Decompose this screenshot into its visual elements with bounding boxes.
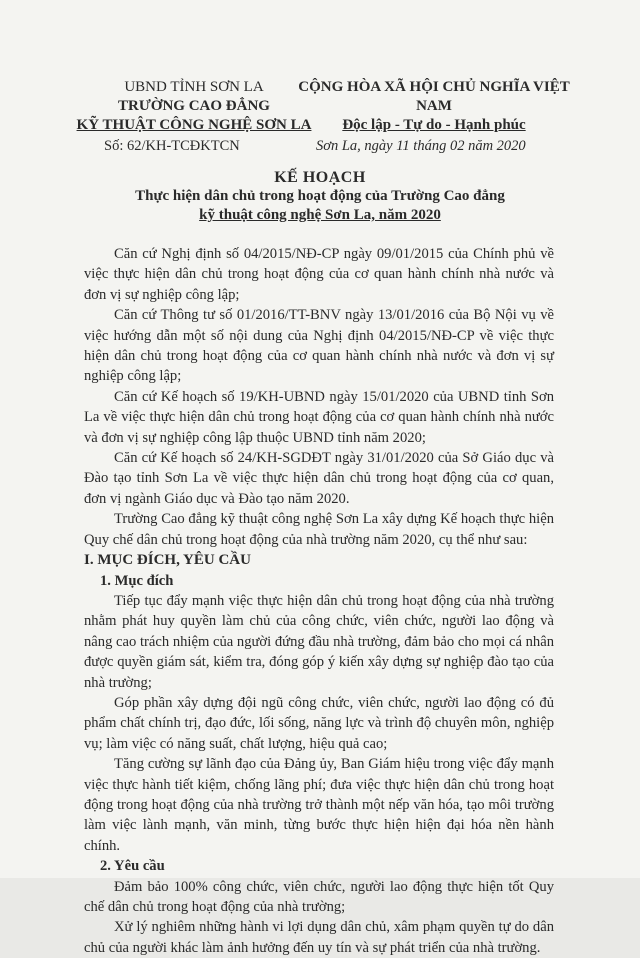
issuer-line-2: TRƯỜNG CAO ĐẲNG bbox=[118, 98, 270, 114]
paragraph-basis-4: Căn cứ Kế hoạch số 24/KH-SGDĐT ngày 31/01/2020 của Sở Giáo dục và Đào tạo tỉnh Sơn La về việc thực hiện dân chủ trong hoạt động của cơ quan, đơn vị ngành Giáo dục và Đào tạo năm 2020. bbox=[84, 450, 554, 507]
document-number: Số: 62/KH-TCĐKTCN bbox=[104, 138, 240, 154]
national-motto: Độc lập - Tự do - Hạnh phúc bbox=[342, 117, 526, 133]
paragraph-requirement-1: Đảm bảo 100% công chức, viên chức, người lao động thực hiện tốt Quy chế dân chủ trong hoạt động của nhà trường; bbox=[84, 878, 554, 915]
issuer-line-3: KỸ THUẬT CÔNG NGHỆ SƠN LA bbox=[76, 117, 312, 133]
paragraph-purpose-2: Góp phần xây dựng đội ngũ công chức, viên chức, người lao động có đủ phẩm chất chính trị, đạo đức, lối sống, năng lực và trình độ chuyên môn, nghiệp vụ; làm việc có năng suất, chất lượng, hiệu quả cao; bbox=[84, 694, 554, 752]
national-motto-block bbox=[284, 78, 584, 135]
issuer-block bbox=[72, 78, 316, 135]
paragraph-basis-2: Căn cứ Thông tư số 01/2016/TT-BNV ngày 13/01/2016 của Bộ Nội vụ về việc hướng dẫn một số nội dung của Nghị định 04/2015/NĐ-CP về việc thực hiện dân chủ trong hoạt động của cơ quan hành chính nhà nước và đơn vị sự nghiệp công lập; bbox=[84, 307, 554, 385]
paragraph-basis-1: Căn cứ Nghị định số 04/2015/NĐ-CP ngày 09/01/2015 của Chính phủ về việc thực hiện dân chủ trong hoạt động của cơ quan hành chính nhà nước và đơn vị sự nghiệp công lập; bbox=[84, 246, 554, 303]
paragraph-purpose-1: Tiếp tục đẩy mạnh việc thực hiện dân chủ trong hoạt động của nhà trường nhằm phát huy quyền làm chủ của công chức, viên chức, người lao động và nâng cao trách nhiệm của người đứng đầu nhà trường, đảm bảo cho mọi cá nhân được quyền giám sát, kiểm tra, đóng góp ý kiến xây dựng sự nghiệp đào tạo của nhà trường; bbox=[84, 592, 554, 691]
document-body bbox=[84, 244, 554, 958]
national-title: CỘNG HÒA XÃ HỘI CHỦ NGHĨA VIỆT NAM bbox=[298, 79, 570, 114]
document-date: Sơn La, ngày 11 tháng 02 năm 2020 bbox=[316, 138, 526, 154]
title-line-2: Thực hiện dân chủ trong hoạt động của Trường Cao đẳng bbox=[135, 188, 505, 204]
document-title bbox=[0, 168, 640, 225]
issuer-line-1: UBND TỈNH SƠN LA bbox=[124, 79, 264, 95]
paragraph-intro: Trường Cao đẳng kỹ thuật công nghệ Sơn La xây dựng Kế hoạch thực hiện Quy chế dân chủ trong hoạt động của nhà trường năm 2020, cụ thể như sau: bbox=[84, 511, 554, 548]
title-line-1: KẾ HOẠCH bbox=[274, 169, 366, 186]
paragraph-purpose-3: Tăng cường sự lãnh đạo của Đảng ủy, Ban Giám hiệu trong việc đẩy mạnh việc thực hành tiết kiệm, chống lãng phí; đưa việc thực hiện dân chủ trong hoạt động trong hoạt động của nhà trường trở thành một nếp văn hóa, tạo môi trường làm việc lành mạnh, văn minh, từng bước thực hiện hiện đại hóa nền hành chính. bbox=[84, 756, 554, 854]
paragraph-basis-3: Căn cứ Kế hoạch số 19/KH-UBND ngày 15/01/2020 của UBND tỉnh Sơn La về việc thực hiện dân chủ trong hoạt động của cơ quan hành chính nhà nước và đơn vị sự nghiệp công lập thuộc UBND tỉnh năm 2020; bbox=[84, 388, 554, 446]
paragraph-requirement-2: Xử lý nghiêm những hành vi lợi dụng dân chủ, xâm phạm quyền tự do dân chủ của người khác làm ảnh hưởng đến uy tín và sự phát triển của nhà trường. bbox=[84, 919, 554, 956]
section-heading-1: I. MỤC ĐÍCH, YÊU CẦU bbox=[84, 552, 251, 569]
title-line-3: kỹ thuật công nghệ Sơn La, năm 2020 bbox=[199, 207, 441, 223]
subheading-requirements: 2. Yêu cầu bbox=[100, 858, 165, 875]
subheading-purpose: 1. Mục đích bbox=[100, 572, 174, 589]
